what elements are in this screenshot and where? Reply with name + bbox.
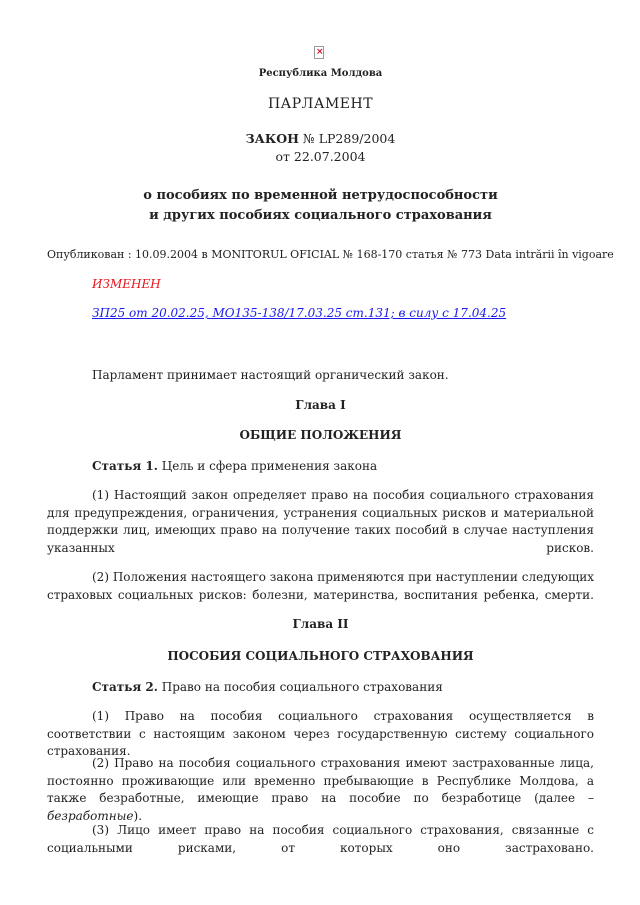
chapter-1-label: Глава I [295, 398, 346, 412]
law-label: ЗАКОН [245, 131, 299, 146]
article-1-title: Цель и сфера применения закона [161, 459, 378, 473]
preamble: Парламент принимает настоящий органический закон. [92, 368, 449, 382]
article-2-label: Статья 2. [92, 680, 158, 694]
law-number [47, 131, 594, 146]
article-1-paragraph-2: (2) Положения настоящего закона применяются при наступлении следующих страховых социальных рисков: болезни, материнства, воспитания ребенка, смерти. [47, 570, 594, 602]
amendment-link[interactable]: ЗП25 от 20.02.25, MO135-138/17.03.25 ст.131; в силу с 17.04.25 [92, 306, 507, 320]
article-2-paragraph-2-text: (2) Право на пособия социального страхования имеют застрахованные лица, постоянно проживающие или временно пребывающие в Республике Молдова, а также безработные, имеющие право на пособие по безработице (далее – [47, 756, 594, 805]
chapter-1-title: ОБЩИЕ ПОЛОЖЕНИЯ [239, 428, 402, 442]
article-2-paragraph-2-term: безработные [47, 808, 134, 823]
article-2-title: Право на пособия социального страхования [161, 680, 443, 694]
chapter-2-title: ПОСОБИЯ СОЦИАЛЬНОГО СТРАХОВАНИЯ [167, 649, 474, 663]
law-number-value: № LP289/2004 [302, 131, 396, 146]
article-2-paragraph-3: (3) Лицо имеет право на пособия социального страхования, связанные с социальными рисками, от которых оно застраховано. [47, 823, 594, 855]
law-title-line1: о пособиях по временной нетрудоспособности [143, 188, 498, 203]
article-2-paragraph-2-tail: ). [133, 808, 143, 823]
issuer-name: ПАРЛАМЕНТ [267, 96, 374, 112]
article-2-paragraph-1: (1) Право на пособия социального страхования осуществляется в соответствии с настоящим законом через государственную систему социального страхования. [47, 709, 594, 758]
chapter-2-label: Глава II [292, 617, 349, 631]
article-2-heading [92, 680, 443, 694]
law-title-line2: и других пособиях социального страхования [149, 208, 492, 223]
article-1-paragraph-1: (1) Настоящий закон определяет право на пособия социального страхования для предупреждения, ограничения, устранения социальных рисков и материальной поддержки лиц, имеющих право на получение таких пособий в случае наступления указанных рисков. [47, 488, 594, 555]
country-name: Республика Молдова [258, 68, 383, 79]
law-title [47, 186, 594, 226]
article-1-heading [92, 459, 377, 473]
amended-status: ИЗМЕНЕН [92, 277, 161, 291]
law-date: от 22.07.2004 [275, 149, 366, 164]
broken-image-icon: × [316, 47, 324, 57]
article-1-label: Статья 1. [92, 459, 158, 473]
publication-info: Опубликован : 10.09.2004 в MONITORUL OFICIAL № 168-170 статья № 773 Data intrării în vigoare [47, 248, 614, 261]
